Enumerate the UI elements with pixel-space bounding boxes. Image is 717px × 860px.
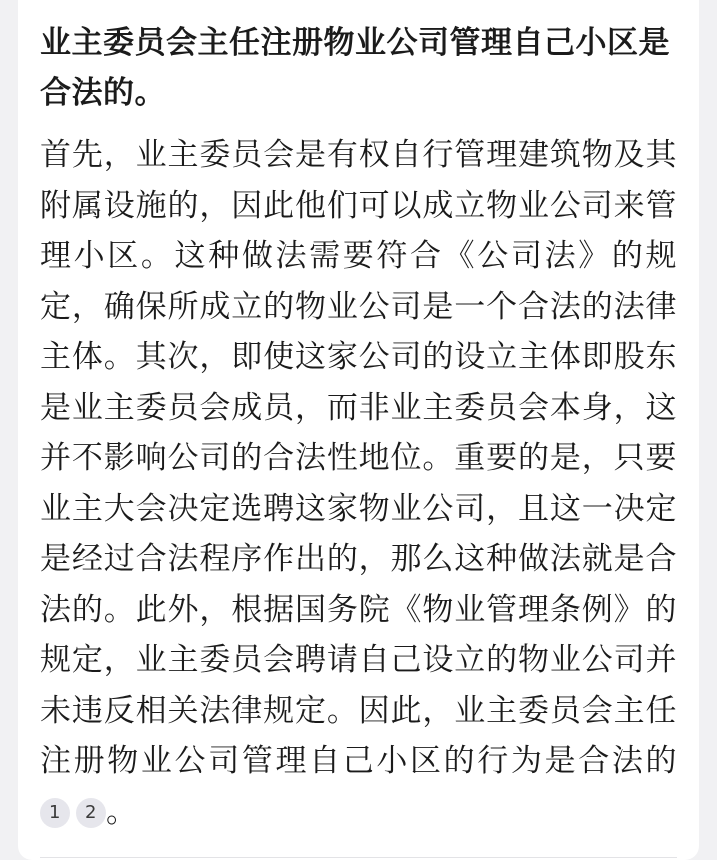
citation-badge[interactable]: 1 xyxy=(40,798,70,828)
answer-title: 业主委员会主任注册物业公司管理自己小区是合法的。 xyxy=(40,25,670,111)
answer-body xyxy=(40,130,677,837)
divider xyxy=(40,857,677,858)
end-punctuation: 。 xyxy=(106,793,138,830)
citation-badge[interactable]: 2 xyxy=(76,798,106,828)
answer-body-text: 首先，业主委员会是有权自行管理建筑物及其附属设施的，因此他们可以成立物业公司来管理小区。这种做法需要符合《公司法》的规定，确保所成立的物业公司是一个合法的法律主体。其次，即使这家公司的设立主体即股东是业主委员会成员，而非业主委员会本身，这并不影响公司的合法性地位。重要的是，只要业主大会决定选聘这家物业公司，且这一决定是经过合法程序作出的，那么这种做法就是合法的。此外，根据国务院《物业管理条例》的规定，业主委员会聘请自己设立的物业公司并未违反相关法律规定。因此，业主委员会主任注册物业公司管理自己小区的行为是合法的 xyxy=(40,137,677,779)
citation-list xyxy=(40,798,106,828)
answer-card xyxy=(18,0,699,860)
